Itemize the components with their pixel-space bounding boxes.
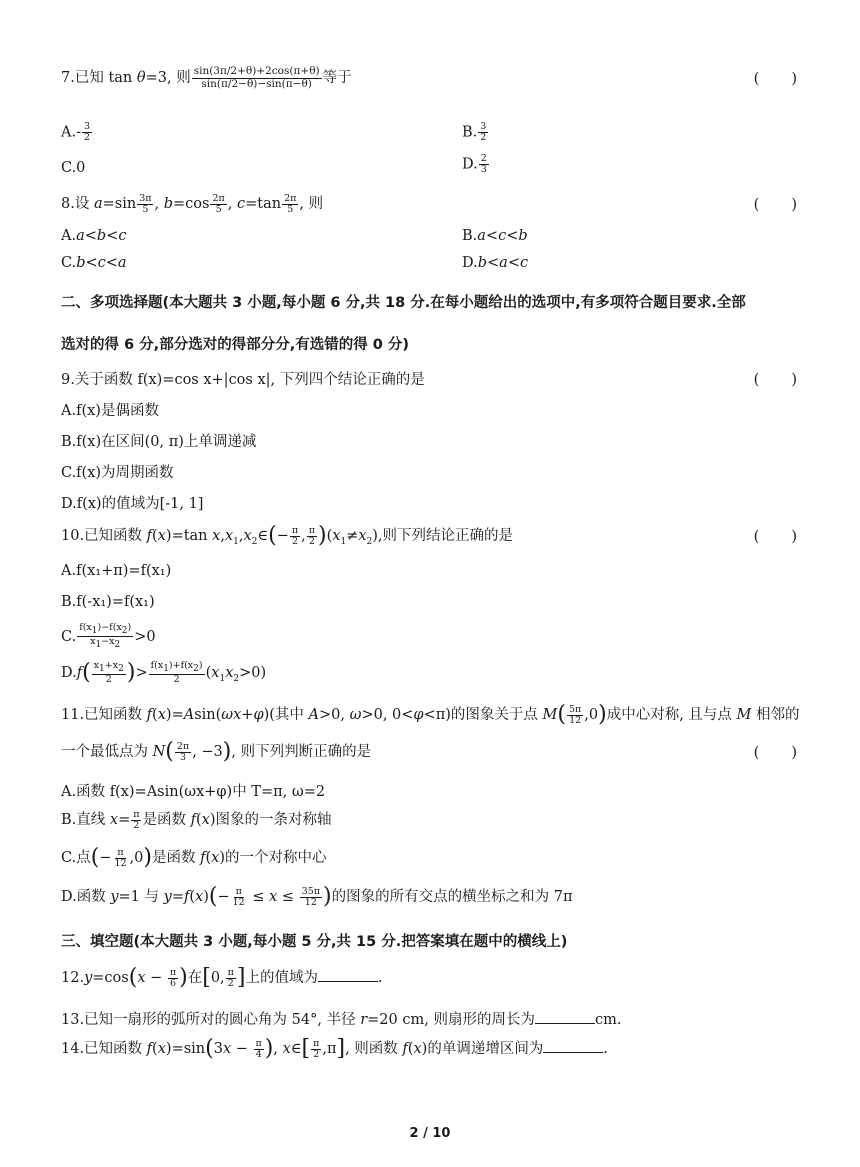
q7-option-c: C.0 [61,160,86,176]
question-13: 13.已知一扇形的弧所对的圆心角为 54°, 半径 r=20 cm, 则扇形的周长为 cm. [61,1012,622,1028]
question-8-stem: 8.设 a=sin $\frac{3\pi}{5}$ , b=cos $\frac{2\pi}{5}$ , c=tan $\frac{2\pi}{5}$ , 则 [61,192,324,215]
question-9 [61,368,798,389]
q9-option-b: B.f(x)在区间(0, π)上单调递减 [61,434,257,450]
question-11-line1: 11.已知函数 f(x)=Asin(ωx+φ)(其中 A>0, ω>0, 0<φ<π)的图象关于点 M( $\frac{5\pi}{12}$ ,0)成中心对称, 且与点 M 相邻的 [61,702,800,727]
q10-option-d: D.f( $\frac{x_1+x_2}{2}$ )> $\frac{f(x_1)+f(x_2)}{2}$ $(x_1x_2>0)$ [61,660,267,686]
answer-bracket: ( ) [753,529,798,545]
q8-option-a: A.a<b<c [61,228,127,244]
q10-option-b: B.f(-x₁)=f(x₁) [61,594,155,610]
q11-option-a: A.函数 f(x)=Asin(ωx+φ)中 T=π, ω=2 [61,784,326,800]
question-11-line2 [61,740,798,763]
question-11-stem-end: 一个最低点为 N( $\frac{2\pi}{3}$ , −3), 则下列判断正确的是 [61,739,372,764]
q11-option-b: B.直线 x= $\frac{\pi}{2}$ 是函数 f(x)图象的一条对称轴 [61,808,332,831]
question-14: 14.已知函数 f(x)=sin(3x − $\frac{\pi}{4}$ ), x∈[ $\frac{\pi}{2}$ ,π], 则函数 f(x)的单调递增区间为 . [61,1036,608,1061]
q9-option-a: A.f(x)是偶函数 [61,403,159,419]
section-2-heading-line1: 二、多项选择题(本大题共 3 小题,每小题 6 分,共 18 分.在每小题给出的选项中,有多项符合题目要求.全部 [61,295,746,311]
answer-bracket: ( ) [753,71,798,88]
question-10 [61,524,798,547]
section-2-heading-line2: 选对的得 6 分,部分选对的得部分分,有选错的得 0 分) [61,337,410,353]
question-12: 12.y=cos(x − $\frac{\pi}{6}$ )在[0, $\frac{\pi}{2}$ ]上的值域为 . [61,965,383,990]
q8-option-b: B.a<c<b [462,228,528,244]
q7-option-a: A.- $\frac{3}{2}$ [61,121,91,143]
q7-option-b: B. $\frac{3}{2}$ [462,121,487,143]
q11-option-d: D.函数 y=1 与 y=f(x)(− $\frac{\pi}{12}$ ≤ x ≤ $\frac{35\pi}{12}$ )的图象的所有交点的横坐标之和为 7π [61,884,573,909]
q8-option-d: D.b<a<c [462,255,529,271]
q10-option-c: C. $\frac{f(x_1)-f(x_2)}{x_1-x_2}$ >0 [61,622,156,651]
q11-option-c: C.点(− $\frac{\pi}{12}$ ,0)是函数 f(x)的一个对称中心 [61,845,327,870]
question-7 [61,66,798,90]
q8-option-c: C.b<c<a [61,255,127,271]
question-9-stem: 9.关于函数 f(x)=cos x+|cos x|, 下列四个结论正确的是 [61,372,425,388]
q9-option-c: C.f(x)为周期函数 [61,465,174,481]
answer-blank[interactable] [318,969,378,982]
answer-bracket: ( ) [753,745,798,761]
question-10-stem: 10.已知函数 f(x)=tan $x,x_1,x_2\in(-$ $\frac{\pi}{2}$ , $\frac{\pi}{2}$ )$(x_1\ne x_2)$,则下列结论正确的是 [61,523,514,548]
question-7-stem: 7.已知 tan θ=3, 则 $\frac{\sin(3\pi/2+\theta)+2\cos(\pi+\theta)}{\sin(\pi/2-\theta)-\sin(\pi-\theta)}$ 等于 [61,65,352,90]
answer-blank[interactable] [535,1011,595,1024]
answer-blank[interactable] [543,1040,603,1053]
answer-bracket: ( ) [753,196,798,213]
q7-option-d: D. $\frac{2}{3}$ [462,153,487,175]
question-8 [61,192,798,214]
section-3-heading: 三、填空题(本大题共 3 小题,每小题 5 分,共 15 分.把答案填在题中的横线上) [61,934,568,950]
page-number: 2 / 10 [409,1126,451,1141]
answer-bracket: ( ) [753,372,798,388]
q9-option-d: D.f(x)的值域为[-1, 1] [61,496,204,512]
q10-option-a: A.f(x₁+π)=f(x₁) [61,563,172,579]
